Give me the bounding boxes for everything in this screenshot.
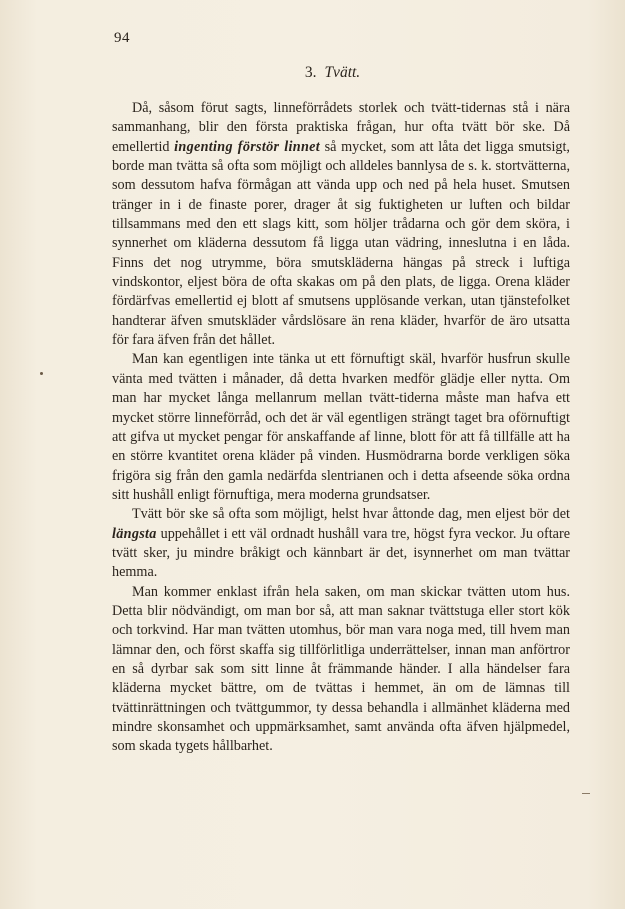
section-number: 3. — [304, 64, 317, 81]
paragraph-3 — [112, 505, 570, 582]
paragraph-text: uppehållet i ett väl ordnadt hushåll vara tre, högst fyra veckor. Ju oftare tvätt sker, ju mindre bråkigt och kännbart är det, isynnerhet om man tvättar hemma. — [112, 525, 570, 581]
page-number: 94 — [114, 30, 130, 46]
paragraph-text: Man kommer enklast ifrån hela saken, om man skickar tvätten utom hus. Detta blir nödvändigt, om man bor så, att man saknar tvättstuga eller stort kök och torkvind. Har man tvätten utomhus, bör man vara noga med, till hvem man lämnar den, och först skaffa sig tillförlitliga underrättelser, innan man anförtror en så dyrbar sak som sitt linne åt främmande händer. I alla händelser fara kläderna mycket bättre, om de tvättas i hemmet, än om de lämnas till tvättinrättningen och tvättgummor, ty dessa behandla i allmänhet kläderna med mindre skonsamhet och uppmärksamhet, samt använda ofta äfven hjälpmedel, som skada tygets hållbarhet. — [112, 583, 570, 755]
emphasized-phrase: längsta — [112, 525, 157, 542]
paragraph-1 — [112, 99, 570, 350]
margin-mark — [582, 793, 590, 794]
paragraph-text: Då, såsom förut sagts, linneförrådets storlek och tvätt-tidernas stå i nära sammanhang, blir den första praktiska frågan, hur ofta tvätt bör ske. Då emellertid — [112, 100, 570, 155]
paragraph-text: Tvätt bör ske så ofta som möjligt, helst hvar åttonde dag, men eljest bör det — [132, 506, 570, 523]
emphasized-phrase: ingenting förstör linnet — [174, 138, 320, 155]
body-text — [112, 99, 570, 757]
paragraph-text: Man kan egentligen inte tänka ut ett förnuftigt skäl, hvarför husfrun skulle vänta med tvätten i månader, då detta hvarken medför glädje eller nytta. Om man har mycket långa mellanrum mellan tvätt-tiderna måste man hafva ett mycket större linneförråd, och det är väl egentligen strängt taget bra oförnuftigt att gifva ut mycket pengar för anskaffande af linne, blott för att få tillfälle att ha en större kvantitet orena kläder på vinden. Husmödrarna borde verkligen söka frigöra sig från den gamla nedärfda slentrianen och i detta afseende söka ordna sitt hushåll enligt förnuftiga, mera moderna grundsatser. — [112, 351, 570, 503]
section-heading — [0, 64, 625, 82]
paragraph-4 — [112, 583, 570, 757]
paragraph-2 — [112, 350, 570, 505]
section-title: Tvätt. — [324, 64, 361, 81]
ink-speck — [40, 372, 43, 375]
paragraph-text: så mycket, som att låta det ligga smutsigt, borde man tvätta så ofta som möjligt och alldeles bannlysa de s. k. stortvätterna, som dessutom hafva förmågan att vända upp och ned på hela huset. Smutsen tränger in i de finaste porer, drager åt sig fuktigheten ur luften och bildar tillsammans med den ett slags kitt, som höljer trådarna och gör dem sköra, i synnerhet om kläderna dessutom få ligga utan vädring, inneslutna i en låda. Finns det nog utrymme, böra smutskläderna hängas på streck i luftiga vindskontor, eljest böra de ofta skakas om på den plats, de ligga. Orena kläder fördärfvas emellertid ej blott af smutsens upplösande verkan, utan tjänstefolket handterar äfven smutskläder vårdslösare än rena kläder, hvarför de äro utsatta för fara äfven från det hållet. — [112, 138, 570, 349]
